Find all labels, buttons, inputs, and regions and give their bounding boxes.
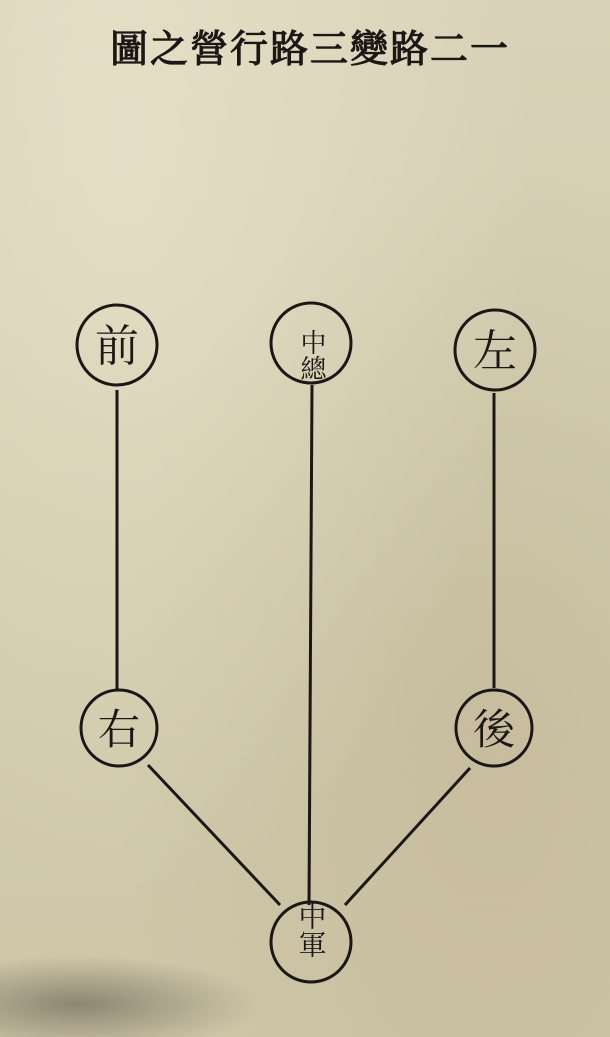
node-center-bottom [271, 902, 351, 982]
node-left [455, 310, 535, 390]
node-rear [456, 690, 532, 766]
node-left-label: 左 [473, 326, 517, 377]
paper-stain [0, 955, 260, 1037]
line-rear-center-bottom [345, 768, 470, 905]
node-front [77, 305, 157, 385]
node-center-top [271, 303, 351, 383]
line-right-center-bottom [148, 765, 280, 905]
diagram-title: 圖之營行路三變路二一 [109, 26, 510, 71]
node-right-label: 右 [97, 705, 141, 754]
node-center-top-label: 中總 [296, 329, 326, 381]
line-center-top-center-bottom [309, 385, 312, 905]
node-center-bottom-label: 中軍 [294, 902, 328, 958]
node-front-label: 前 [95, 321, 139, 372]
node-rear-label: 後 [472, 705, 516, 754]
node-right [81, 690, 157, 766]
connector-lines [117, 385, 494, 905]
